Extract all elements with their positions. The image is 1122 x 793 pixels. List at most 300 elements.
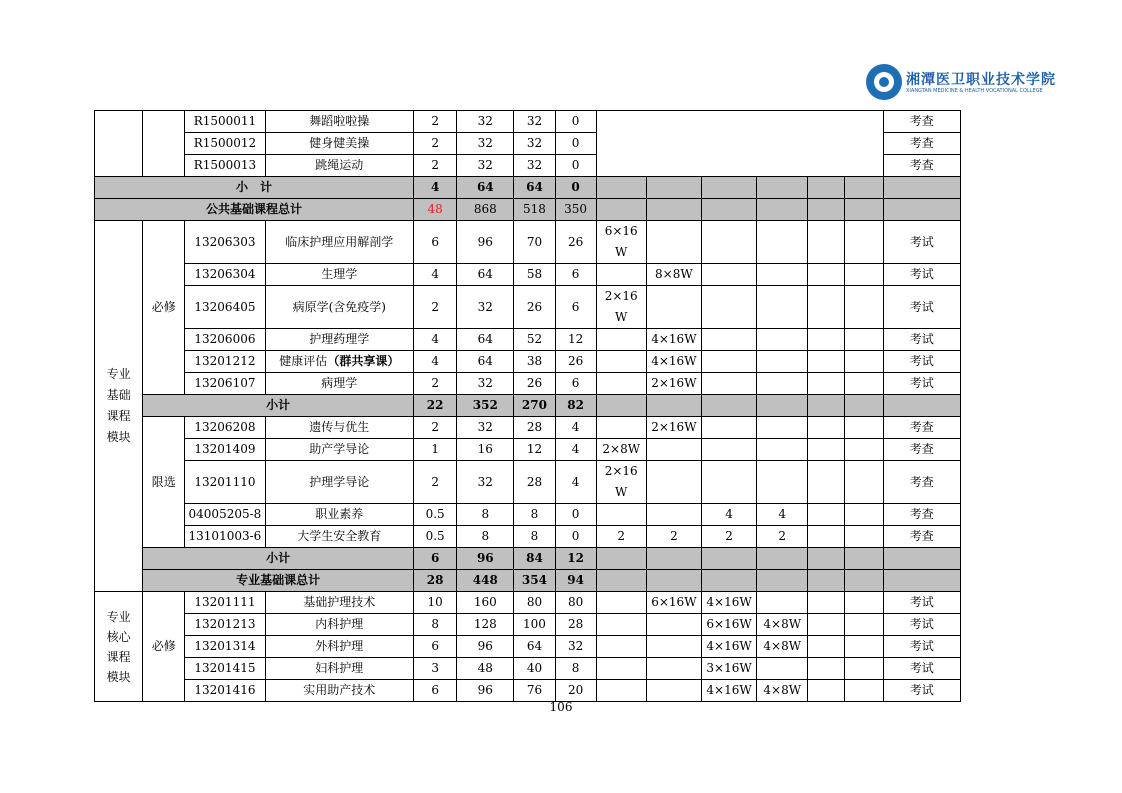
table-cell: 考查	[883, 526, 960, 548]
table-cell	[757, 286, 808, 329]
table-cell: 考试	[883, 351, 960, 373]
table-row	[95, 221, 961, 264]
table-cell	[845, 373, 883, 395]
table-cell: 26	[555, 351, 596, 373]
page-number: 106	[549, 700, 573, 714]
table-cell	[883, 199, 960, 221]
table-cell: 8	[555, 658, 596, 680]
table-cell: 考试	[883, 373, 960, 395]
table-cell	[757, 373, 808, 395]
table-row	[95, 658, 961, 680]
table-cell	[757, 417, 808, 439]
table-cell: 16	[457, 439, 514, 461]
table-cell	[808, 286, 845, 329]
table-cell	[596, 199, 646, 221]
table-cell: 6	[555, 373, 596, 395]
table-cell	[845, 526, 883, 548]
table-cell	[883, 395, 960, 417]
required-label: 必修	[143, 592, 185, 702]
table-cell: 448	[457, 570, 514, 592]
table-cell: 2	[414, 133, 457, 155]
table-cell: 32	[457, 286, 514, 329]
table-cell	[757, 264, 808, 286]
table-cell	[808, 177, 845, 199]
table-cell	[845, 221, 883, 264]
table-cell: 3×16W	[701, 658, 756, 680]
table-cell: 护理药理学	[265, 329, 414, 351]
table-cell	[845, 395, 883, 417]
table-cell: 64	[457, 177, 514, 199]
table-cell: 13201409	[185, 439, 265, 461]
table-cell: 公共基础课程总计	[95, 199, 414, 221]
table-row	[95, 614, 961, 636]
table-cell: 4×16W	[701, 592, 756, 614]
table-cell: 2×16 W	[596, 461, 646, 504]
subtotal-row	[95, 395, 961, 417]
table-cell: 2	[414, 155, 457, 177]
table-cell	[845, 351, 883, 373]
table-row	[95, 286, 961, 329]
table-cell: 0	[555, 111, 596, 133]
table-cell: 4×16W	[701, 680, 756, 702]
table-cell	[646, 614, 701, 636]
table-cell: 13206006	[185, 329, 265, 351]
table-cell: 76	[514, 680, 555, 702]
table-cell: 64	[514, 177, 555, 199]
curriculum-table	[94, 110, 961, 702]
table-cell: 职业素养	[265, 504, 414, 526]
table-cell: 考试	[883, 658, 960, 680]
table-cell: 妇科护理	[265, 658, 414, 680]
module-label-base: 专业 基础 课程 模块	[95, 221, 143, 592]
table-cell: 84	[514, 548, 555, 570]
table-cell	[757, 570, 808, 592]
table-cell: 26	[514, 373, 555, 395]
table-cell: 考查	[883, 439, 960, 461]
table-cell: 352	[457, 395, 514, 417]
table-cell: 考试	[883, 614, 960, 636]
table-cell: 2×16W	[646, 417, 701, 439]
table-row	[95, 504, 961, 526]
table-cell: 96	[457, 221, 514, 264]
table-cell	[757, 199, 808, 221]
table-cell: 6×16 W	[596, 221, 646, 264]
table-cell	[596, 680, 646, 702]
table-cell	[596, 351, 646, 373]
table-cell: 4×8W	[757, 614, 808, 636]
table-cell: 58	[514, 264, 555, 286]
table-cell	[845, 570, 883, 592]
table-cell: 100	[514, 614, 555, 636]
table-cell: 270	[514, 395, 555, 417]
table-cell: 32	[457, 155, 514, 177]
table-cell: 2×8W	[596, 439, 646, 461]
table-cell: 生理学	[265, 264, 414, 286]
table-cell: 10	[414, 592, 457, 614]
table-cell: 护理学导论	[265, 461, 414, 504]
table-cell: 13201314	[185, 636, 265, 658]
table-cell	[808, 504, 845, 526]
table-cell: 12	[514, 439, 555, 461]
table-cell: 32	[457, 417, 514, 439]
table-cell: 2	[757, 526, 808, 548]
table-cell: 4×16W	[646, 329, 701, 351]
table-cell: 32	[555, 636, 596, 658]
table-cell	[808, 395, 845, 417]
table-cell	[646, 680, 701, 702]
table-cell	[808, 570, 845, 592]
table-cell	[701, 417, 756, 439]
table-cell	[701, 395, 756, 417]
table-cell	[808, 614, 845, 636]
table-cell: 小计	[143, 548, 414, 570]
table-cell: 32	[514, 133, 555, 155]
table-cell: 病原学(含免疫学)	[265, 286, 414, 329]
table-cell	[883, 570, 960, 592]
table-cell: 32	[457, 373, 514, 395]
table-cell: 考试	[883, 286, 960, 329]
table-cell: 2	[414, 417, 457, 439]
table-cell: 32	[457, 111, 514, 133]
table-cell	[143, 111, 185, 177]
table-cell: 350	[555, 199, 596, 221]
table-cell	[808, 592, 845, 614]
table-cell	[845, 614, 883, 636]
table-cell	[701, 548, 756, 570]
table-cell	[701, 329, 756, 351]
table-cell	[808, 351, 845, 373]
table-cell	[808, 373, 845, 395]
table-cell: 80	[555, 592, 596, 614]
table-cell: 0.5	[414, 504, 457, 526]
table-cell	[646, 504, 701, 526]
table-cell	[845, 461, 883, 504]
table-cell: 4×8W	[757, 636, 808, 658]
table-cell: 64	[457, 351, 514, 373]
table-cell	[596, 592, 646, 614]
table-row	[95, 329, 961, 351]
table-cell: 跳绳运动	[265, 155, 414, 177]
table-cell: 临床护理应用解剖学	[265, 221, 414, 264]
table-cell	[808, 329, 845, 351]
table-cell	[596, 329, 646, 351]
table-cell: 助产学导论	[265, 439, 414, 461]
table-cell: 外科护理	[265, 636, 414, 658]
table-cell	[845, 177, 883, 199]
table-cell	[808, 221, 845, 264]
table-cell	[757, 329, 808, 351]
table-cell: 28	[514, 417, 555, 439]
table-cell	[845, 592, 883, 614]
table-cell	[845, 658, 883, 680]
table-cell: 28	[555, 614, 596, 636]
table-cell: 2	[596, 526, 646, 548]
table-cell: 13201416	[185, 680, 265, 702]
table-cell: 12	[555, 548, 596, 570]
module-label-core: 专业 核心 课程 模块	[95, 592, 143, 702]
table-cell: 2	[701, 526, 756, 548]
table-cell: 26	[555, 221, 596, 264]
table-cell	[596, 614, 646, 636]
table-cell: 6	[555, 286, 596, 329]
table-cell	[808, 199, 845, 221]
table-cell: 考试	[883, 636, 960, 658]
table-cell: 12	[555, 329, 596, 351]
table-cell: 0	[555, 504, 596, 526]
table-row	[95, 461, 961, 504]
table-cell: 13201415	[185, 658, 265, 680]
elective-label: 限选	[143, 417, 185, 548]
college-emblem-icon	[866, 64, 902, 100]
table-cell	[596, 395, 646, 417]
table-cell	[596, 177, 646, 199]
table-cell: 实用助产技术	[265, 680, 414, 702]
table-cell: 考试	[883, 264, 960, 286]
table-cell: 64	[457, 329, 514, 351]
table-cell: 考查	[883, 111, 960, 133]
table-cell: 0	[555, 133, 596, 155]
table-cell: 基础护理技术	[265, 592, 414, 614]
table-row	[95, 439, 961, 461]
table-cell: 26	[514, 286, 555, 329]
table-cell: 8	[514, 526, 555, 548]
table-cell	[808, 264, 845, 286]
table-cell: 4	[414, 351, 457, 373]
table-cell: 0	[555, 177, 596, 199]
table-cell: 考查	[883, 133, 960, 155]
table-cell: 13201213	[185, 614, 265, 636]
table-cell: 32	[514, 111, 555, 133]
table-cell	[646, 461, 701, 504]
table-cell	[701, 570, 756, 592]
table-cell	[845, 286, 883, 329]
table-cell	[646, 221, 701, 264]
table-cell	[701, 461, 756, 504]
table-row	[95, 592, 961, 614]
table-cell	[845, 680, 883, 702]
table-cell	[808, 658, 845, 680]
table-cell	[808, 526, 845, 548]
table-cell	[646, 286, 701, 329]
table-cell	[596, 264, 646, 286]
table-cell: 6×16W	[701, 614, 756, 636]
table-cell: 32	[514, 155, 555, 177]
table-cell	[701, 264, 756, 286]
table-cell: 13206304	[185, 264, 265, 286]
table-cell: 6	[414, 548, 457, 570]
table-cell	[883, 177, 960, 199]
table-cell: 94	[555, 570, 596, 592]
table-cell: 13206208	[185, 417, 265, 439]
table-cell: R1500012	[185, 133, 265, 155]
table-cell: 48	[457, 658, 514, 680]
table-cell	[701, 439, 756, 461]
table-cell: 13201212	[185, 351, 265, 373]
table-cell	[596, 658, 646, 680]
table-cell: 13201111	[185, 592, 265, 614]
table-cell: 0	[555, 526, 596, 548]
table-cell: 6	[414, 680, 457, 702]
required-label: 必修	[143, 221, 185, 395]
table-cell: 28	[514, 461, 555, 504]
table-cell: 大学生安全教育	[265, 526, 414, 548]
table-cell: 0.5	[414, 526, 457, 548]
table-cell	[95, 111, 143, 177]
table-cell	[646, 177, 701, 199]
table-row	[95, 636, 961, 658]
table-cell	[808, 417, 845, 439]
table-cell: 8	[457, 526, 514, 548]
table-cell: 20	[555, 680, 596, 702]
table-cell: 13206303	[185, 221, 265, 264]
table-cell	[646, 658, 701, 680]
subtotal-row	[95, 548, 961, 570]
table-cell: 96	[457, 636, 514, 658]
table-cell	[808, 548, 845, 570]
table-cell	[596, 111, 883, 177]
table-row	[95, 264, 961, 286]
table-cell: 2	[414, 373, 457, 395]
table-cell: 4	[757, 504, 808, 526]
table-cell: 病理学	[265, 373, 414, 395]
table-cell: R1500013	[185, 155, 265, 177]
table-cell: 96	[457, 548, 514, 570]
table-cell	[845, 329, 883, 351]
table-cell	[757, 439, 808, 461]
table-cell: 考试	[883, 221, 960, 264]
table-cell: 13201110	[185, 461, 265, 504]
table-cell	[845, 417, 883, 439]
table-cell: 6	[414, 636, 457, 658]
table-cell: 4×16W	[646, 351, 701, 373]
table-cell: 6×16W	[646, 592, 701, 614]
table-cell: 32	[457, 133, 514, 155]
table-cell: 4	[701, 504, 756, 526]
table-cell	[757, 658, 808, 680]
table-cell: 128	[457, 614, 514, 636]
table-cell	[757, 395, 808, 417]
table-cell: 4	[414, 264, 457, 286]
table-cell: 4	[414, 177, 457, 199]
table-cell: 64	[514, 636, 555, 658]
table-cell: 518	[514, 199, 555, 221]
logo-english-name: XIANGTAN MEDICINE & HEALTH VOCATIONAL COLLEGE	[906, 88, 1043, 94]
table-cell	[845, 504, 883, 526]
table-cell: 考查	[883, 461, 960, 504]
table-cell: 22	[414, 395, 457, 417]
table-cell: 4	[555, 417, 596, 439]
table-cell: 4	[414, 329, 457, 351]
table-cell: 考查	[883, 155, 960, 177]
table-cell	[596, 548, 646, 570]
table-cell: 38	[514, 351, 555, 373]
base-total-row	[95, 570, 961, 592]
table-cell: 28	[414, 570, 457, 592]
table-cell: 96	[457, 680, 514, 702]
table-cell	[808, 439, 845, 461]
table-cell: 考试	[883, 329, 960, 351]
table-cell: 2	[414, 286, 457, 329]
table-cell: 8	[514, 504, 555, 526]
table-cell	[757, 461, 808, 504]
table-cell	[845, 548, 883, 570]
table-cell: 52	[514, 329, 555, 351]
table-cell	[701, 221, 756, 264]
table-cell	[845, 264, 883, 286]
table-cell: 3	[414, 658, 457, 680]
table-cell: 2×16 W	[596, 286, 646, 329]
table-cell	[596, 417, 646, 439]
table-cell	[883, 548, 960, 570]
table-cell: 6	[414, 221, 457, 264]
table-cell	[701, 286, 756, 329]
table-cell: 4×8W	[757, 680, 808, 702]
table-cell: 0	[555, 155, 596, 177]
table-cell	[646, 439, 701, 461]
table-cell	[845, 636, 883, 658]
table-cell: 小计	[143, 395, 414, 417]
table-cell: 2	[414, 461, 457, 504]
table-cell: 4	[555, 461, 596, 504]
table-cell	[757, 592, 808, 614]
table-cell: 遗传与优生	[265, 417, 414, 439]
table-row	[95, 111, 961, 133]
table-cell: 1	[414, 439, 457, 461]
table-cell: 专业基础课总计	[143, 570, 414, 592]
table-cell: 健康评估（群共享课）	[265, 351, 414, 373]
table-cell: 32	[457, 461, 514, 504]
table-cell	[757, 221, 808, 264]
logo-chinese-name: 湘潭医卫职业技术学院	[906, 72, 1056, 88]
table-cell	[646, 199, 701, 221]
table-cell: 160	[457, 592, 514, 614]
table-cell: 80	[514, 592, 555, 614]
subtotal-row	[95, 177, 961, 199]
table-cell: 2	[414, 111, 457, 133]
table-cell	[701, 177, 756, 199]
table-cell: 舞蹈啦啦操	[265, 111, 414, 133]
table-cell: 70	[514, 221, 555, 264]
table-cell: 868	[457, 199, 514, 221]
table-row	[95, 526, 961, 548]
table-row	[95, 417, 961, 439]
table-row	[95, 351, 961, 373]
table-cell	[596, 373, 646, 395]
table-cell: R1500011	[185, 111, 265, 133]
table-cell	[596, 504, 646, 526]
table-cell: 4	[555, 439, 596, 461]
table-cell: 82	[555, 395, 596, 417]
table-cell: 考查	[883, 504, 960, 526]
table-cell: 13206107	[185, 373, 265, 395]
table-cell: 13206405	[185, 286, 265, 329]
table-cell	[757, 351, 808, 373]
table-cell	[845, 199, 883, 221]
table-cell: 6	[555, 264, 596, 286]
table-row	[95, 373, 961, 395]
table-cell: 40	[514, 658, 555, 680]
public-total-row	[95, 199, 961, 221]
table-cell	[808, 461, 845, 504]
table-cell: 354	[514, 570, 555, 592]
table-cell	[596, 636, 646, 658]
table-cell: 考试	[883, 680, 960, 702]
table-cell: 考试	[883, 592, 960, 614]
table-cell	[646, 395, 701, 417]
table-cell	[646, 548, 701, 570]
table-row	[95, 680, 961, 702]
table-cell: 考查	[883, 417, 960, 439]
